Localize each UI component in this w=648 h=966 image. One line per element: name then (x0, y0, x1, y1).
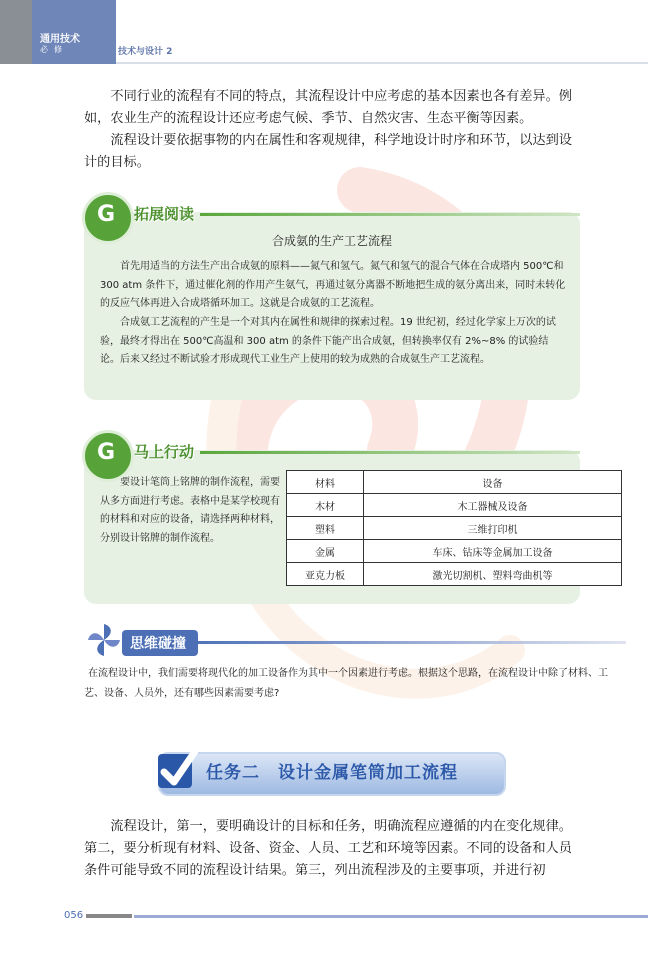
book-title: 技术与设计 2 (118, 47, 173, 57)
table-row (287, 517, 622, 540)
table-cell: 木工器械及设备 (364, 494, 622, 517)
page-number: 056 (64, 910, 84, 921)
intro-paragraph-1: 不同行业的流程有不同的特点，其流程设计中应考虑的基本因素也各有差异。例如，农业生产的流程设计还应考虑气候、季节、自然灾害、生态平衡等因素。 (84, 89, 572, 126)
footer-gray-bar (86, 914, 132, 918)
header-divider (116, 62, 648, 64)
materials-table (286, 470, 622, 586)
series-sub: 必修 (40, 45, 68, 54)
extended-reading-paragraph-2: 合成氨工艺流程的产生是一个对其内在属性和规律的探索过程。19 世纪初，经过化学家上万次的试验，最终才得出在 500℃高温和 300 atm 的条件下能产出合成氨，但转换率仅有 2%~8% 的试验结论。后来又经过不断试验才形成现代工业生产上使用的较为成熟的合成氨生产工艺流程。 (100, 317, 556, 366)
table-cell: 木材 (287, 494, 364, 517)
page-header (0, 0, 648, 68)
extended-reading-panel (84, 212, 580, 400)
action-label: 马上行动 (134, 443, 195, 461)
task-title: 任务二 设计金属笔筒加工流程 (206, 763, 458, 783)
thinking-text: 在流程设计中，我们需要将现代化的加工设备作为其中一个因素进行考虑。根据这个思路，在流程设计中除了材料、工艺、设备、人员外，还有哪些因素需要考虑? (84, 668, 608, 699)
pinwheel-icon (86, 622, 122, 658)
extended-reading-title: 合成氨的生产工艺流程 (271, 234, 392, 248)
gear-icon: G (82, 430, 134, 482)
extended-reading-rule (200, 213, 580, 216)
intro-paragraph-2: 流程设计要依据事物的内在属性和客观规律，科学地设计时序和环节，以达到设计的目标。 (84, 133, 572, 170)
action-text: 要设计笔筒上铭牌的制作流程，需要从多方面进行考虑。表格中是某学校现有的材料和对应的设备，请选择两种材料，分别设计铭牌的制作流程。 (100, 477, 280, 544)
table-cell: 车床、钻床等金属加工设备 (364, 540, 622, 563)
table-row (287, 494, 622, 517)
thinking-rule (186, 641, 626, 644)
table-cell: 激光切割机、塑料弯曲机等 (364, 563, 622, 586)
table-cell: 三维打印机 (364, 517, 622, 540)
series-title: 通用技术 (40, 34, 80, 45)
table-row (287, 540, 622, 563)
checkmark-icon (156, 746, 198, 792)
extended-reading-paragraph-1: 首先用适当的方法生产出合成氨的原料——氮气和氢气。氮气和氢气的混合气体在合成塔内 500℃和 300 atm 条件下，通过催化剂的作用产生氨气，再通过氨分离器不断地把生成的氨分离出来，同时未转化的反应气体再进入合成塔循环加工。这就是合成氨的工艺流程。 (100, 261, 566, 310)
table-header-material: 材料 (287, 471, 364, 494)
footer-blue-bar (134, 915, 648, 918)
table-row (287, 563, 622, 586)
table-header-row (287, 471, 622, 494)
gear-icon: G (82, 192, 134, 244)
table-header-equipment: 设备 (364, 471, 622, 494)
table-cell: 亚克力板 (287, 563, 364, 586)
thinking-label: 思维碰撞 (122, 630, 198, 656)
extended-reading-label: 拓展阅读 (134, 205, 195, 223)
task-paragraph: 流程设计，第一，要明确设计的目标和任务，明确流程应遵循的内在变化规律。第二，要分析现有材料、设备、资金、人员、工艺和环境等因素。不同的设备和人员条件可能导致不同的流程设计结果。第三，列出流程涉及的主要事项，并进行初 (84, 819, 572, 878)
action-rule (200, 451, 580, 454)
table-cell: 金属 (287, 540, 364, 563)
table-cell: 塑料 (287, 517, 364, 540)
